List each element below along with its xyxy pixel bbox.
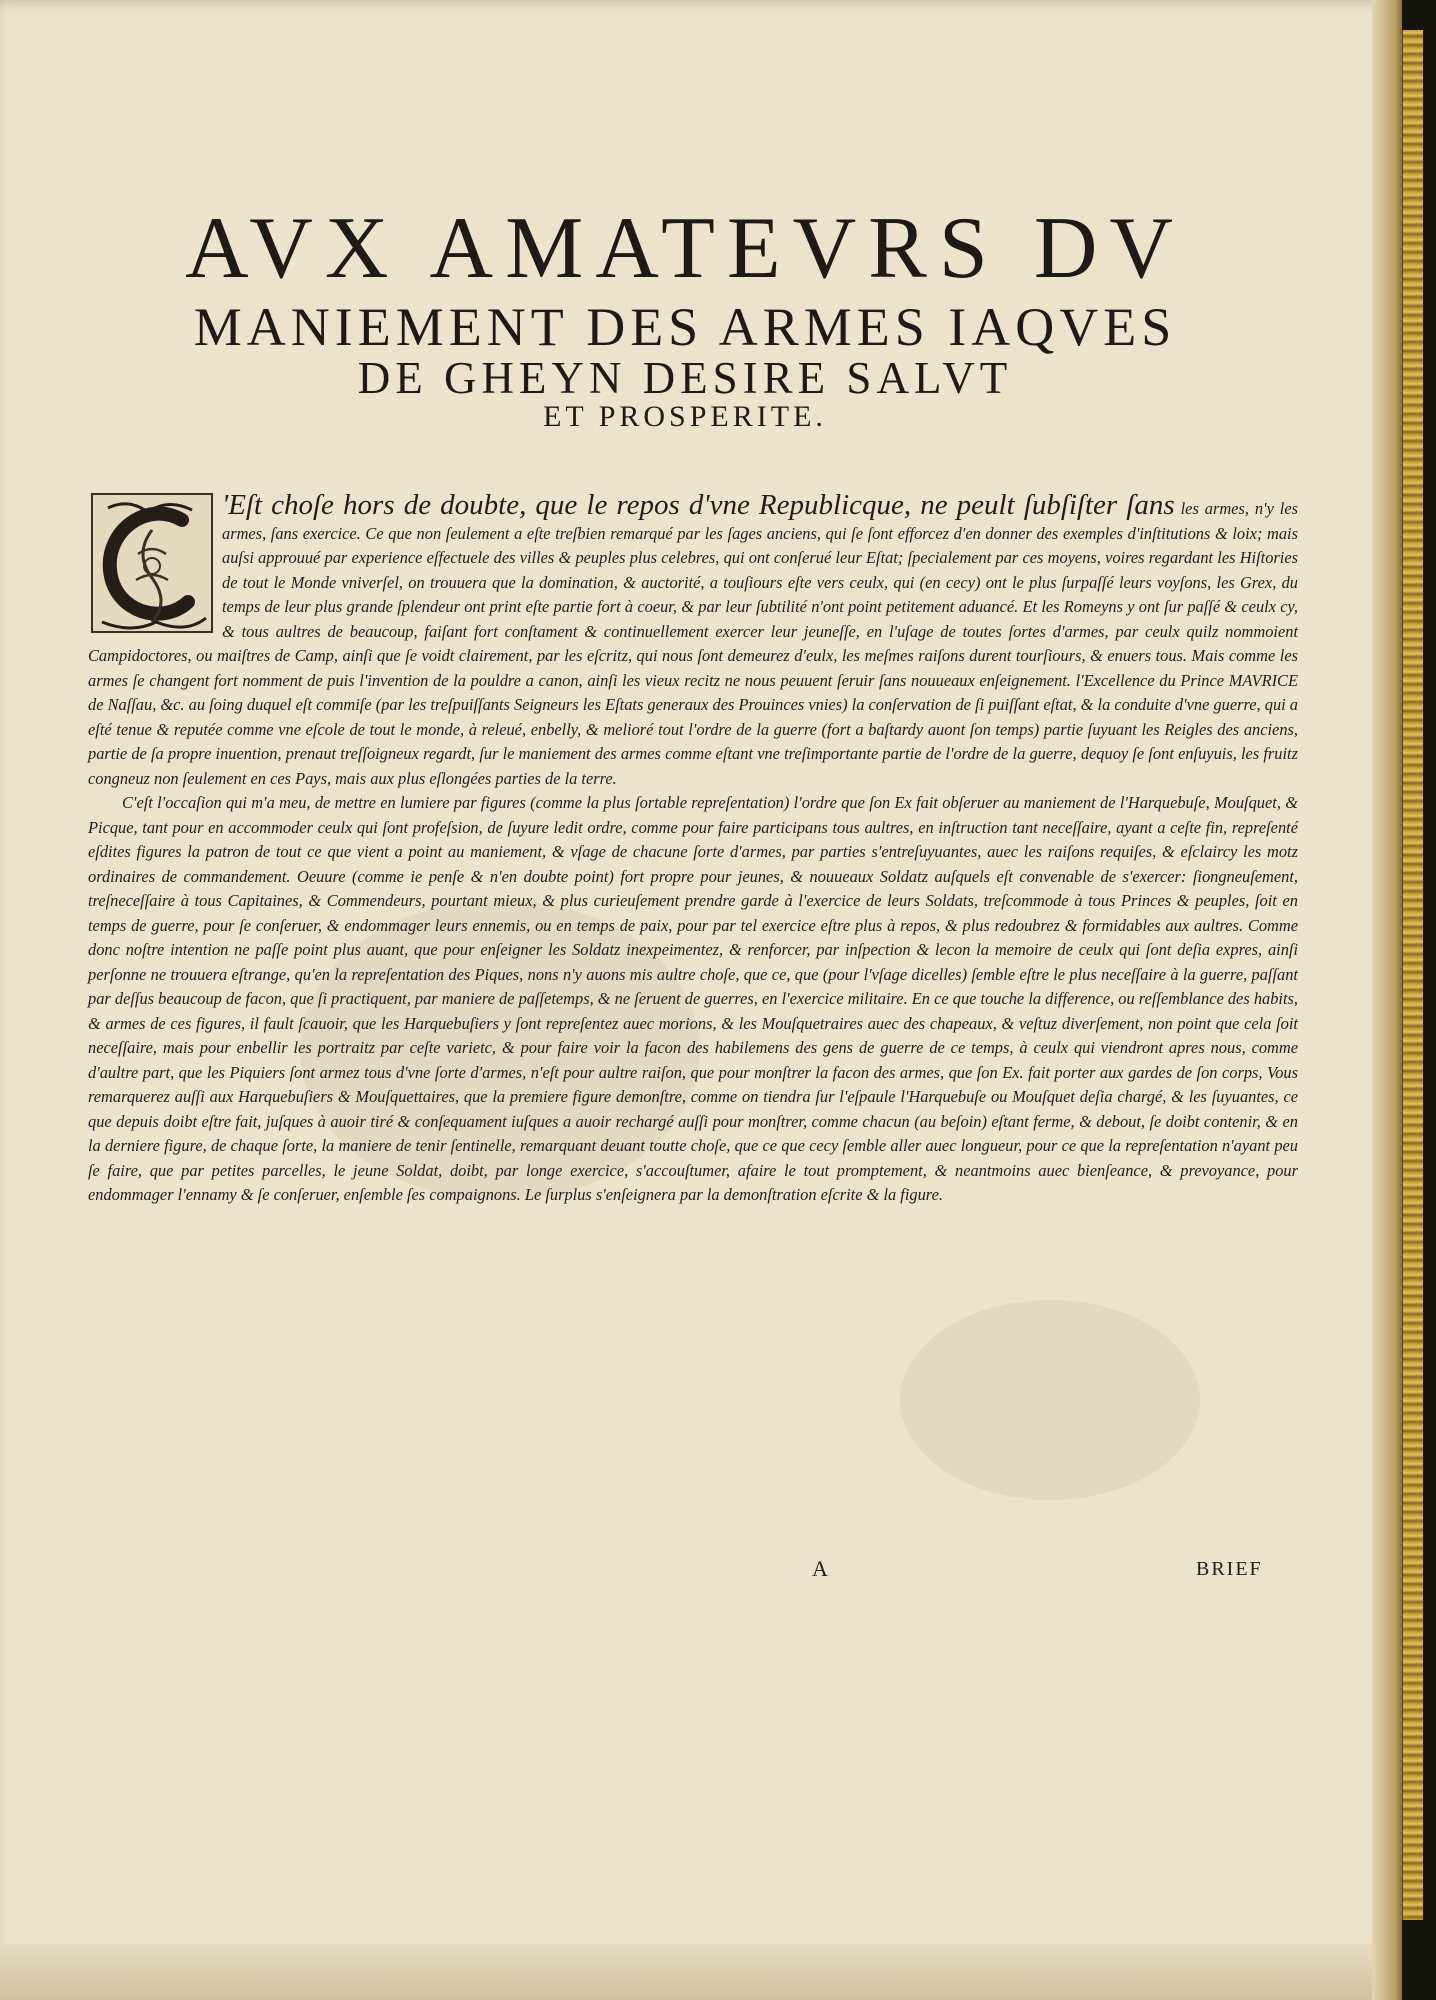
catchword: BRIEF [1196, 1558, 1263, 1580]
page-fore-edge [1372, 0, 1402, 2000]
page-bottom-edge [0, 1944, 1400, 2000]
signature-mark: A [812, 1556, 828, 1581]
title-line-2: MANIEMENT DES ARMES IAQVES [193, 297, 1177, 357]
paper-stain [900, 1300, 1200, 1500]
title-line-4: ET PROSPERITE. [543, 400, 827, 433]
paragraph-2: C'eſt l'occaſion qui m'a meu, de mettre en lumiere par figures (comme la plus ſortable repreſentation) l'ordre que ſon Ex fait obſeruer au maniement de l'Harquebuſe, Mouſquet, & Picque, tant pour en accommoder ceulx qui ſont profeſsion, de ſuyure ledit ordre, comme pour faire participans tous aultres, en inſtruction tant neceſſaire, ayant a ceſte fin, repreſenté eſdites figures la patron de tout ce que vient a point au maniement, & vſage de chacune ſorte d'armes, par parties s'entreſuyuantes, auec les raiſons requiſes, & eſclaircy les motz ordinaires de commandement. Oeuure (comme ie penſe & n'en doubte point) fort propre pour jeunes, & nouueaux Soldatz auſquels eſt convenable de s'exercer: ſiongneuſement, treſneceſſaire à tous Capitaines, & Commendeurs, pourtant mieux, & plus curieuſement prendre garde à l'exercice de leurs Soldats, treſcommode à tous Princes & peuples, ſoit en temps de guerre, pour ſe conſeruer, & endommager leurs ennemis, ou en temps de paix, pour par tel exercice eſtre plus à repos, & plus redoubrez & formidables aux aultres. Comme donc noſtre intention ne paſſe point plus auant, que pour enſeigner les Soldatz inexpeimentez, & renforcer, par inſpection & lecon la memoire de ceulx qui ſont deſia expres, ainſi perſonne ne trouuera eſtrange, qu'en la repreſentation des Piques, nons n'y auons mis aultre choſe, que ce, que (pour l'vſage dicelles) ſemble eſtre le plus neceſſaire à la guerre, paſſant par deſſus beaucoup de facon, que ſi practiquent, par maniere de paſſetemps, & ne ſeruent de guerres, en l'exercice militaire. En ce que touche la difference, ou reſſemblance des habits, & armes de ces figures, il fault ſcauoir, que les Harquebuſiers y ſont repreſentez auec morions, & les Mouſquetraires auec des chapeaux, & veſtuz diverſement, non point que cela ſoit neceſſaire, mais pour enbellir les portraitz par ceſte varietc, & pour faire voir la facon des habilemens des gens de guerre de ce temps, à ceulx qui viendront apres nous, comme d'aultre part, que les Piquiers ſont armez tous d'vne ſorte d'armes, n'eſt pour aultre raiſon, que pour monſtrer la facon des armes, que ſon Ex. fait porter aux gardes de ſon corps, Vous remarquerez auſſi aux Harquebuſiers & Mouſquettaires, que la premiere figure demonſtre, comme on tiendra ſur l'eſpaule l'Harquebuſe ou Mouſquet deſia chargé, & les ſuyuantes, ce que depuis doibt eſtre fait, juſques à auoir tiré & conſequament iuſques a auoir rechargé auſſi pour monſtrer, comme chacun (au beſoin) eſtant ferme, & debout, ſe doibt contenir, & en la derniere figure, de chaque ſorte, la maniere de tenir ſentinelle, remarquant deuant toutte choſe, que ce que cecy ſemble aller auec longueur, pour ce que la repreſentation n'ayant peu ſe faire, que par petites parcelles, le jeune Soldat, doibt, par longe exercice, s'accouſtumer, afaire le tout promptement, & neantmoins auec bienſeance, & prevoyance, pour endommager l'ennamy & ſe conſeruer, enſemble ſes compaignons. Le ſurplus s'enſeignera par la demonſtration eſcrite & la figure. [88, 793, 1298, 1204]
opening-line: 'Eſt choſe hors de doubte, que le repos d'vne Republicque, ne peult ſubſiſter ſans [222, 489, 1175, 521]
decorated-initial-c-icon [88, 490, 216, 636]
title-line-3: DE GHEYN DESIRE SALVT [357, 353, 1013, 403]
paragraph-1: les armes, n'y les armes, ſans exercice. Ce que non ſeulement a eſte treſbien remarqué par les ſages anciens, qui ſe ſont efforcez d'en donner des exemples d'inſtitutions & loix; mais auſsi approuué par experience eſfectuele des villes & peuples plus celebres, qui ont conſerué leur Eſtat; ſpecialement par ces moyens, voires regardant les Hiſtories de tout le Monde vniverſel, on trouuera que la domination, & auctorité, a touſiours eſte vers ceulx, qui (en cecy) ont le plus ſurpaſſé leurs voyſons, les Grex, du temps de leur plus grande ſplendeur ont print eſte partie fort à coeur, & par leur ſubtilité n'ont point petitement aduancé. Et les Romeyns y ont ſur paſſé & ceulx cy, & tous aultres de beaucoup, faiſant fort conſtament & continuellement exercer leur jeuneſſe, en l'uſage de toutes ſortes d'armes, par ceulx quilz nommoient Campidoctores, ou maiſtres de Camp, ainſi que ſe voidt clairement, par les eſcritz, qui nous ſont demeurez d'eulx, les meſmes raiſons durent tourſiours, & enuers tous. Mais comme les armes ſe changent fort nomment de puis l'invention de la pouldre a canon, ainſi les vieux recitz ne nous peuuent ſeruir ſans nouueaux enſeignement. l'Excellence du Prince MAVRICE de Naſſau, &c. au ſoing duquel eſt commiſe (par les treſpuiſſants Seigneurs les Eſtats generaux des Prouinces vnies) la conſervation de ſi puiſſant eſtat, & la conduite d'vne guerre, qui a eſté tenue & reputée comme vne eſcole de tout le monde, à releué, enbelly, & melioré tout l'ordre de la guerre (fort a baſtardy auont ſon temps) partie ſuyuant les Reigles des anciens, partie de ſa propre inuention, prenaut treſſoigneux regardt, ſur le maniement des armes comme eſtant vne treſimportante partie de l'ordre de la guerre, dequoy ſe ſont enſuyuis, les fruitz congneuz non ſeulement en ces Pays, mais aux plus eſlongées parties de la terre. [88, 499, 1298, 788]
body-text [88, 490, 1298, 1208]
title-line-1: AVX AMATEVRS DV [185, 200, 1185, 297]
gilt-edge-binding [1402, 30, 1423, 1920]
